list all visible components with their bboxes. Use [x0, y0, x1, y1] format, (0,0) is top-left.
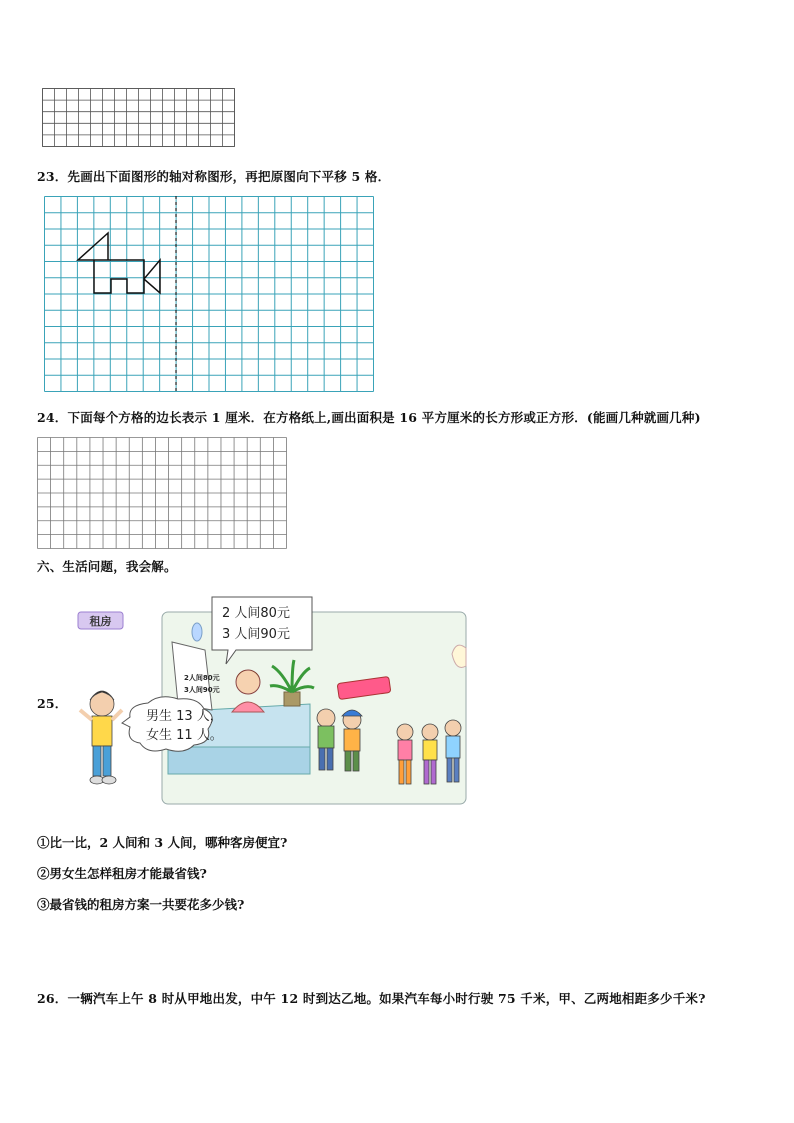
subquestion-1: ①比一比，2 人间和 3 人间，哪种客房便宜?	[37, 835, 288, 850]
question-text: 下面每个方格的边长表示 1 厘米．在方格纸上,画出面积是 16 平方厘米的长方形或正方形．(能画几种就画几种)	[67, 410, 701, 425]
boys-count-text: 男生 13 人，	[146, 709, 223, 724]
grid-q23	[44, 196, 374, 392]
grid-q24	[37, 437, 287, 549]
rental-scene-illustration	[60, 592, 472, 807]
question-23	[37, 167, 390, 185]
question-24	[37, 408, 701, 426]
svg-text:3人间90元: 3人间90元	[184, 686, 220, 694]
question-26	[37, 989, 706, 1007]
svg-text:2人间80元: 2人间80元	[184, 674, 220, 682]
subquestion-3: ③最省钱的租房方案一共要花多少钱?	[37, 897, 245, 912]
question-text: 先画出下面图形的轴对称图形，再把原图向下平移 5 格．	[67, 169, 391, 184]
section-6-title: 六、生活问题，我会解。	[37, 559, 177, 574]
grid-q22	[42, 88, 236, 148]
price-2-person: 2 人间80元	[222, 606, 290, 621]
tag-label: 租房	[89, 615, 112, 628]
question-number: 23．	[37, 169, 68, 184]
subquestion-2: ②男女生怎样租房才能最省钱?	[37, 866, 207, 881]
girls-count-text: 女生 11 人。	[146, 728, 223, 743]
question-number: 24．	[37, 410, 68, 425]
question-number: 26．	[37, 991, 68, 1006]
question-25-number: 25．	[37, 696, 68, 711]
dog-figure	[78, 233, 160, 293]
price-3-person: 3 人间90元	[222, 627, 290, 642]
question-text: 一辆汽车上午 8 时从甲地出发，中午 12 时到达乙地。如果汽车每小时行驶 75 千米，甲、乙两地相距多少千米?	[67, 991, 706, 1006]
